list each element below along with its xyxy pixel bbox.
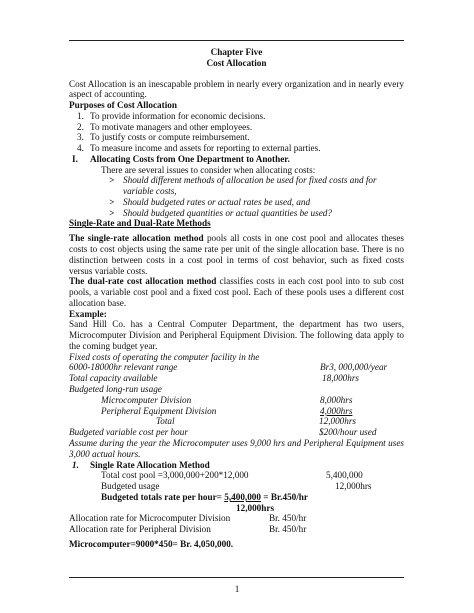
single-rate-paragraph: The single-rate allocation method pools all costs in one cost pool and allocates theses costs to cost objects using the same rate per unit of the single allocation base. There is no distinction between costs in a cost pool in terms of cost behavior, such as fixed costs versus variable costs. xyxy=(69,233,404,276)
page-number: 1 xyxy=(234,584,240,594)
micro-usage-value: 8,000hrs xyxy=(320,394,353,405)
intro-paragraph: Cost Allocation is an inescapable problem in nearly every organization and in nearly every aspect of accounting. xyxy=(69,78,404,100)
chapter-subtitle: Cost Allocation xyxy=(206,57,267,68)
fixed-cost-value: Br3, 000,000/year xyxy=(320,362,388,373)
rate-row: Budgeted totals rate per hour= 5,400,000 = Br.450/hr xyxy=(101,491,308,502)
list-item: 2. To motivate managers and other employees. xyxy=(77,121,253,132)
list-item: > Should budgeted quantities or actual quantities be used? xyxy=(109,207,332,218)
issues-list xyxy=(69,175,404,218)
list-item: > Should different methods of allocation be used for fixed costs and for variable costs, xyxy=(109,175,377,197)
capacity-value: 18,000hrs xyxy=(322,373,360,384)
assumption-text: Assume during the year the Microcomputer uses 9,000 hrs and Peripheral Equipment uses 3,000 actual hours. xyxy=(69,437,404,459)
rate-numerator: 5,400,000 xyxy=(224,491,261,502)
list-item: > Should budgeted rates or actual rates be used, and xyxy=(109,196,311,207)
header-rule xyxy=(69,40,404,41)
micro-usage-row: Microcomputer Division 8,000hrs xyxy=(101,394,353,405)
alloc-periph-value: Br. 450/hr xyxy=(269,524,307,535)
list-item: 3. To justify costs or compute reimbursement. xyxy=(77,132,250,143)
alloc-micro-value: Br. 450/hr xyxy=(269,513,307,524)
periph-usage-value: 4,000hrs xyxy=(320,405,353,416)
methods-heading: Single-Rate and Dual-Rate Methods xyxy=(69,218,211,229)
single-rate-heading: 1. Single Rate Allocation Method xyxy=(72,459,210,470)
usage-row: Budgeted usage 12,000hrs xyxy=(101,481,372,492)
issues-lead: There are several issues to consider when allocating costs: xyxy=(101,164,316,175)
dual-rate-paragraph: The dual-rate cost allocation method classifies costs in each cost pool into to sub cost pools, a variable cost pool and a fixed cost pool. Each of these pools uses a different cost allocation base. xyxy=(69,276,404,308)
cost-pool-value: 5,400,000 xyxy=(326,470,363,481)
arrow-bullet-icon: > xyxy=(109,207,115,218)
capacity-row: Total capacity available 18,000hrs xyxy=(69,373,360,384)
micro-result: Microcomputer=9000*450= Br. 4,050,000. xyxy=(69,539,234,550)
variable-cost-row: Budgeted variable cost per hour $200/hour used xyxy=(69,427,377,438)
alloc-periph-row: Allocation rate for Peripheral Division Br. 450/hr xyxy=(69,524,307,535)
footer-rule xyxy=(69,577,404,578)
list-item: 1. To provide information for economic decisions. xyxy=(77,110,266,121)
usage-value: 12,000hrs xyxy=(335,481,372,492)
total-usage-row: Total 12,000hrs xyxy=(156,416,357,427)
example-heading: Example: xyxy=(69,308,107,319)
list-item: 4. To measure income and assets for reporting to external parties. xyxy=(77,143,321,154)
alloc-micro-row: Allocation rate for Microcomputer Division Br. 450/hr xyxy=(69,513,307,524)
fixed-cost-row: 6000-18000hr relevant range Br3, 000,000/year xyxy=(69,362,388,373)
cost-pool-row: Total cost pool =3,000,000+200*12,000 5,400,000 xyxy=(101,470,363,481)
document-page xyxy=(69,47,404,550)
total-usage-value: 12,000hrs xyxy=(319,416,357,427)
rate-denominator: 12,000hrs xyxy=(236,502,275,513)
arrow-bullet-icon: > xyxy=(109,196,115,207)
purposes-list xyxy=(69,111,404,154)
variable-cost-value: $200/hour used xyxy=(319,427,377,438)
periph-usage-row: Peripheral Equipment Division 4,000hrs xyxy=(101,405,353,416)
budgeted-usage-label: Budgeted long-run usage xyxy=(69,384,162,395)
example-paragraph: Sand Hill Co. has a Central Computer Department, the department has two users, Microcomputer Division and Peripheral Equipment Division. The following data apply to the coming budget year. xyxy=(69,319,404,351)
fixed-cost-label: Fixed costs of operating the computer facility in the xyxy=(69,351,260,362)
chapter-title: Chapter Five xyxy=(210,47,263,57)
rate-denominator-row xyxy=(69,503,404,514)
section-heading: I. Allocating Costs from One Department to Another. xyxy=(72,153,290,164)
arrow-bullet-icon: > xyxy=(109,175,115,186)
purposes-heading: Purposes of Cost Allocation xyxy=(69,100,177,111)
